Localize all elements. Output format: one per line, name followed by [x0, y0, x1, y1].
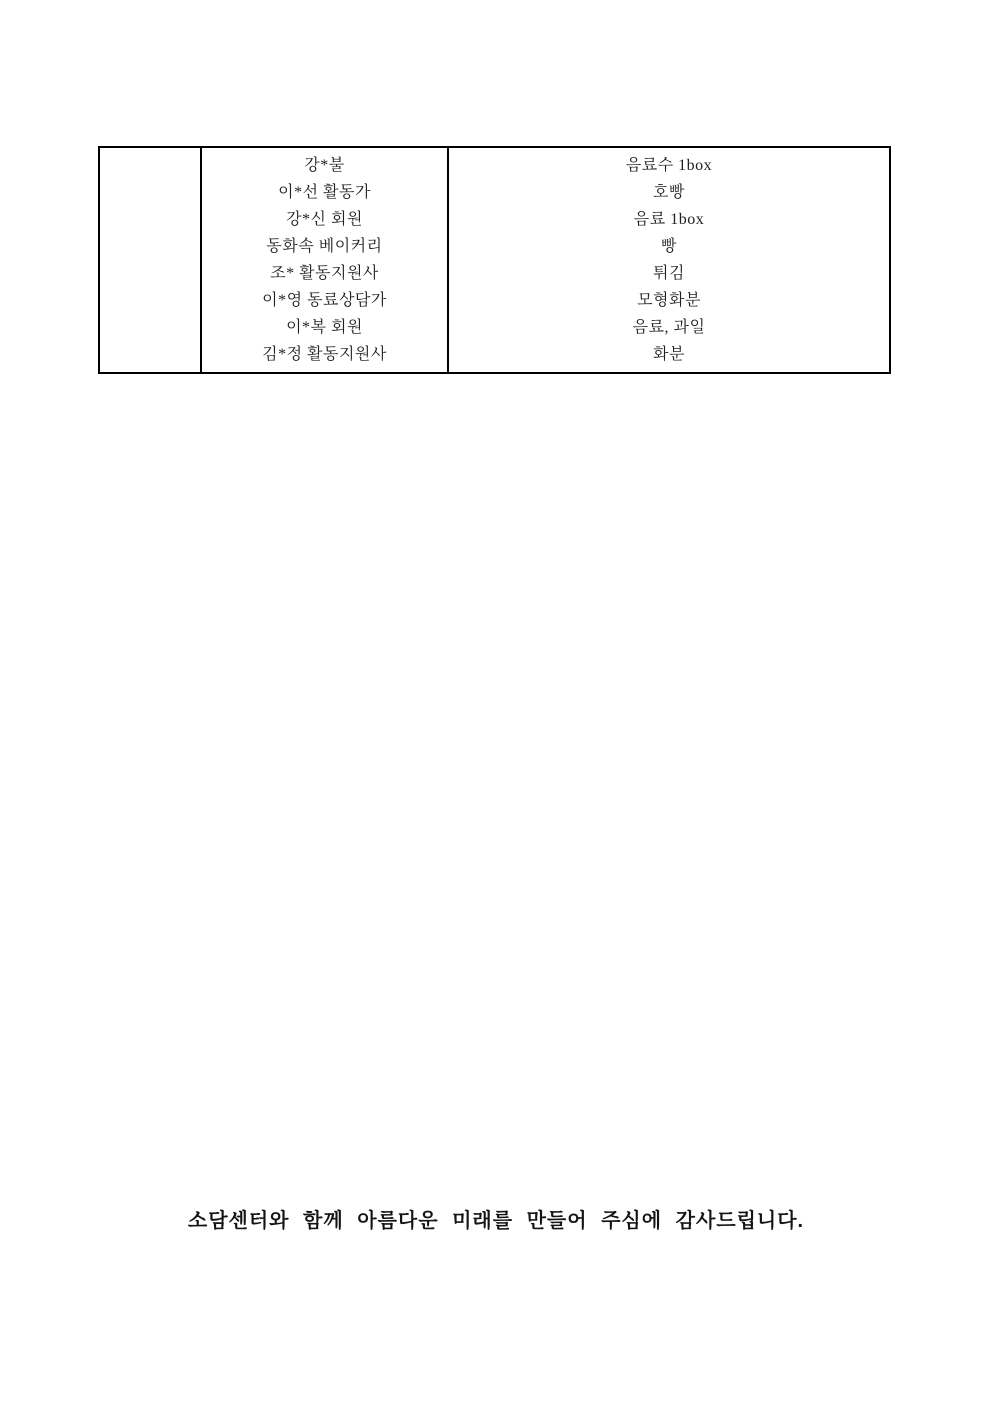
donor-name: 김*정 활동지원사	[262, 346, 387, 363]
donated-item: 모형화분	[637, 292, 701, 309]
donor-name: 조* 활동지원사	[270, 265, 379, 282]
donation-table	[98, 146, 891, 374]
donated-item: 튀김	[653, 265, 685, 282]
table-category-cell	[100, 148, 200, 372]
donated-item: 음료수 1box	[625, 157, 713, 174]
donor-name: 이*선 활동가	[278, 184, 371, 201]
donated-item: 화분	[653, 346, 685, 363]
donor-name: 동화속 베이커리	[266, 238, 383, 255]
donated-item: 빵	[661, 238, 677, 255]
donor-name: 강*불	[304, 157, 345, 174]
table-item-cell	[447, 148, 889, 372]
donated-item: 호빵	[653, 184, 685, 201]
thank-you-message: 소담센터와 함께 아름다운 미래를 만들어 주심에 감사드립니다.	[187, 1210, 805, 1232]
donor-name: 이*복 회원	[286, 319, 363, 336]
donated-item: 음료, 과일	[632, 319, 706, 336]
table-donor-cell	[200, 148, 447, 372]
donor-name: 이*영 동료상담가	[262, 292, 387, 309]
donated-item: 음료 1box	[633, 211, 705, 228]
donor-name: 강*신 회원	[286, 211, 363, 228]
